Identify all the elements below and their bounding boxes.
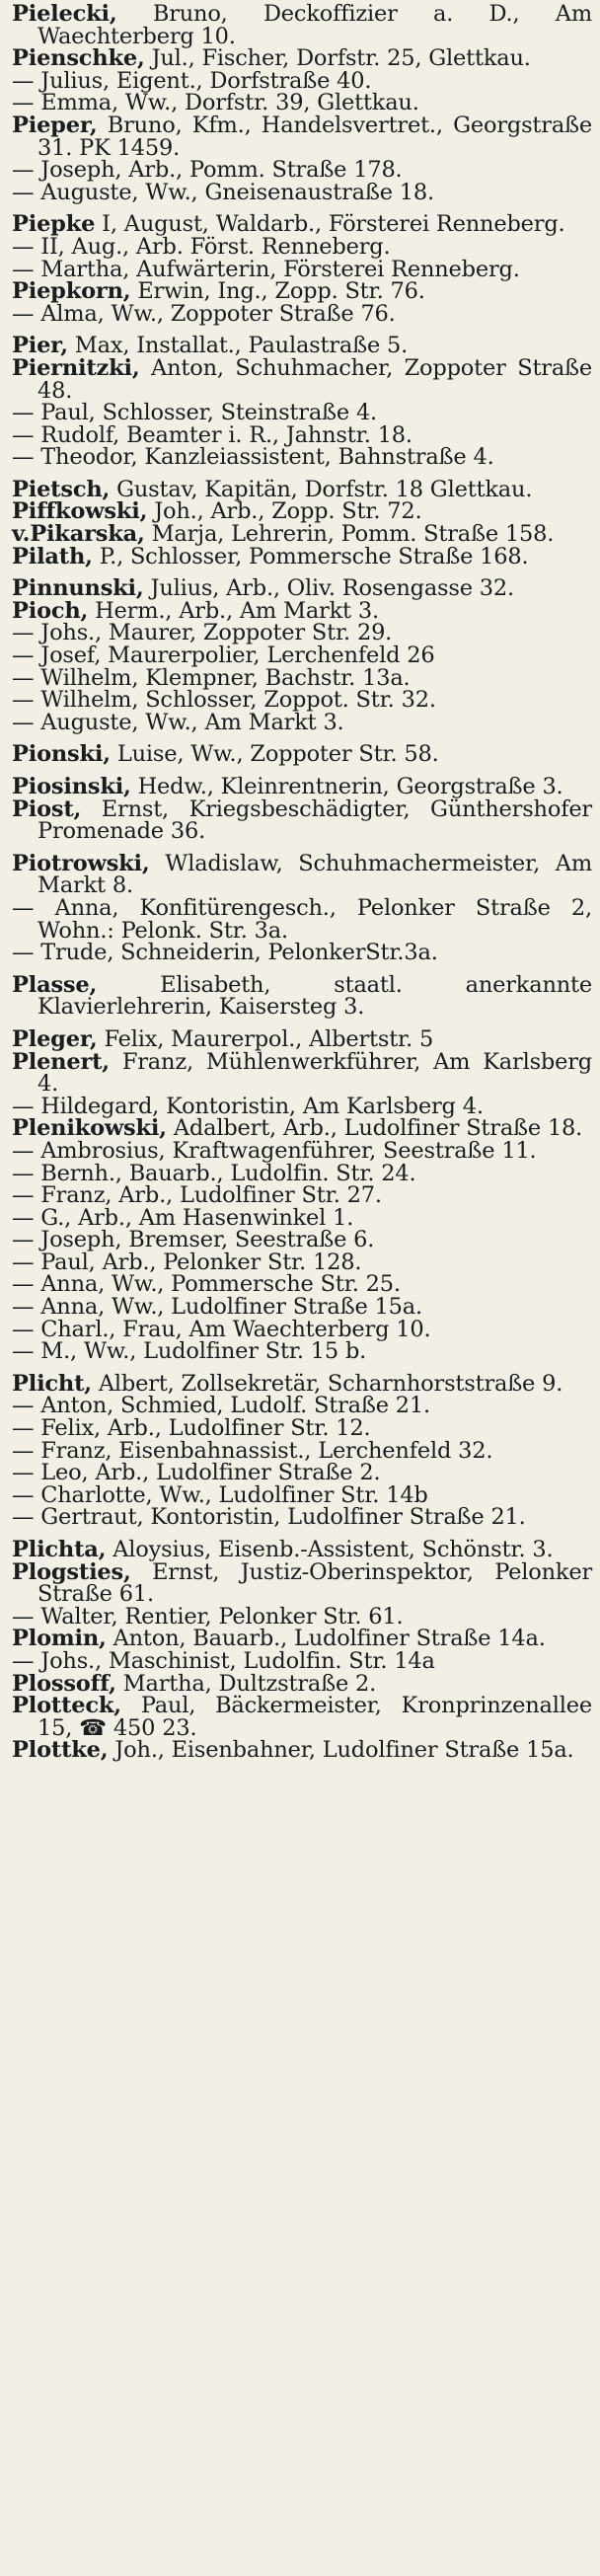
entry-details: Albert, Zollsekretär, Scharnhorststraße 9. <box>98 1370 563 1397</box>
entry-details: — Bernh., Bauarb., Ludolfin. Str. 24. <box>12 1160 416 1186</box>
entry-surname: Plenikowski, <box>12 1115 167 1142</box>
directory-entry <box>12 500 592 523</box>
directory-entry <box>12 776 592 798</box>
entry-surname: Plichta, <box>12 1537 107 1562</box>
directory-entry <box>12 421 592 448</box>
directory-entry <box>12 476 592 502</box>
directory-entry <box>12 256 592 282</box>
directory-entry <box>12 622 592 644</box>
entry-details: — Emma, Ww., Dorfstr. 39, Glettkau. <box>12 90 419 116</box>
entry-details: Joh., Eisenbahner, Ludolfiner Straße 15a. <box>114 1737 574 1764</box>
entry-surname: Plottke, <box>12 1737 109 1764</box>
entry-details: Herm., Arb., Am Markt 3. <box>95 597 379 624</box>
entry-details: Adalbert, Arb., Ludolfiner Straße 18. <box>173 1115 583 1142</box>
directory-entry <box>12 1395 592 1417</box>
directory-entry <box>12 354 592 404</box>
directory-entry <box>12 894 592 944</box>
directory-entry <box>12 1647 592 1674</box>
entry-details: Aloysius, Eisenb.-Assistent, Schönstr. 3. <box>112 1537 554 1562</box>
entry-surname: Plotteck, <box>12 1693 121 1719</box>
directory-entry <box>12 523 592 546</box>
entry-details: — G., Arb., Am Hasenwinkel 1. <box>12 1204 354 1231</box>
directory-entry <box>12 335 592 357</box>
directory-entry <box>12 47 592 70</box>
entry-details: — Wilhelm, Klempner, Bachstr. 13a. <box>12 664 411 691</box>
entry-surname: Plasse, <box>12 971 98 998</box>
directory-entry <box>12 1316 592 1342</box>
entry-surname: Pioch, <box>12 597 89 624</box>
directory-entry <box>12 709 592 735</box>
entry-details: Gustav, Kapitän, Dorfstr. 18 Glettkau. <box>116 476 533 502</box>
directory-entry <box>12 280 592 303</box>
directory-entry <box>12 233 592 260</box>
entry-details: — Anna, Ww., Pommersche Str. 25. <box>12 1271 401 1298</box>
entry-details: — Johs., Maschinist, Ludolfin. Str. 14a <box>12 1647 435 1674</box>
directory-entry <box>12 1117 592 1140</box>
directory-entry <box>12 1370 592 1397</box>
entry-details: — Martha, Aufwärterin, Försterei Renneberg. <box>12 256 520 282</box>
entry-details: Martha, Dultzstraße 2. <box>122 1670 377 1697</box>
entry-details: Felix, Maurerpol., Albertstr. 5 <box>104 1025 434 1052</box>
entry-details: — Rudolf, Beamter i. R., Jahnstr. 18. <box>12 421 412 448</box>
directory-entry <box>12 1417 592 1440</box>
entry-surname: Pinnunski, <box>12 575 144 602</box>
entry-details: — Auguste, Ww., Gneisenaustraße 18. <box>12 179 434 205</box>
entry-details: Franz, Mühlenwerkführer, Am Karlsberg 4. <box>38 1048 593 1098</box>
directory-entry <box>12 850 592 899</box>
directory-entry <box>12 1603 592 1629</box>
entry-details: — Franz, Eisenbahnassist., Lerchenfeld 32. <box>12 1437 493 1464</box>
entry-details: Bruno, Kfm., Handelsvertret., Georgstraße 31. PK 1459. <box>38 112 592 161</box>
entry-details: — Wilhelm, Schlosser, Zoppot. Str. 32. <box>12 687 436 714</box>
directory-entry <box>12 1437 592 1464</box>
entry-details: I, August, Waldarb., Försterei Renneberg. <box>102 211 565 238</box>
directory-entry <box>12 1296 592 1319</box>
entry-details: Ernst, Justiz-Oberinspektor, Pelonker Straße 61. <box>38 1558 593 1608</box>
entry-surname: Piosinski, <box>12 774 131 799</box>
entry-surname: Pietsch, <box>12 476 111 502</box>
entry-details: — Anton, Schmied, Ludolf. Straße 21. <box>12 1393 430 1419</box>
entry-surname: Piotrowski, <box>12 850 150 876</box>
directory-entry <box>12 213 592 236</box>
entry-details: — Anna, Ww., Ludolfiner Straße 15a. <box>12 1294 422 1321</box>
entry-surname: Piepkorn, <box>12 278 131 305</box>
entry-details: — Franz, Arb., Ludolfiner Str. 27. <box>12 1182 382 1209</box>
entry-details: — Alma, Ww., Zoppoter Straße 76. <box>12 300 396 327</box>
entry-details: Julius, Arb., Oliv. Rosengasse 32. <box>150 575 514 602</box>
directory-entry <box>12 1506 592 1529</box>
directory-entry <box>12 664 592 691</box>
entry-details: — Felix, Arb., Ludolfiner Str. 12. <box>12 1415 371 1442</box>
entry-details: Max, Installat., Paulastraße 5. <box>74 333 409 359</box>
entry-details: Wladislaw, Schuhmachermeister, Am Markt 8. <box>38 850 592 899</box>
directory-entry <box>12 942 592 964</box>
entry-details: — Auguste, Ww., Am Markt 3. <box>12 709 344 735</box>
entry-surname: Pielecki, <box>12 1 117 27</box>
directory-entry <box>12 798 592 843</box>
entry-surname: Piost, <box>12 796 82 822</box>
directory-entry <box>12 597 592 624</box>
entry-details: Luise, Ww., Zoppoter Str. 58. <box>116 741 439 768</box>
directory-entry <box>12 1137 592 1164</box>
directory-entry <box>12 1184 592 1207</box>
entry-surname: v.Pikarska, <box>12 521 145 548</box>
directory-entry <box>12 1539 592 1561</box>
directory-entry <box>12 92 592 114</box>
directory-entry <box>12 1251 592 1274</box>
directory-entry <box>12 1048 593 1098</box>
entry-details: Joh., Arb., Zopp. Str. 72. <box>154 498 422 525</box>
entry-details: Jul., Fischer, Dorfstr. 25, Glettkau. <box>151 45 531 72</box>
entry-surname: Piernitzki, <box>12 354 140 381</box>
entry-surname: Piffkowski, <box>12 498 148 525</box>
entry-details: — Paul, Schlosser, Steinstraße 4. <box>12 400 378 426</box>
directory-entry <box>12 1229 592 1251</box>
directory-entry <box>12 644 592 667</box>
directory-entry <box>12 3 592 47</box>
directory-entry <box>12 971 592 1021</box>
entry-details: — Anna, Konfitürengesch., Pelonker Straße 2, Wohn.: Pelonk. Str. 3a. <box>12 894 592 944</box>
directory-entry <box>12 1340 592 1363</box>
entry-details: — Ambrosius, Kraftwagenführer, Seestraße 11. <box>12 1137 537 1164</box>
directory-entry <box>12 577 592 600</box>
directory-entry <box>12 1093 592 1119</box>
entry-details: Elisabeth, staatl. anerkannte Klavierlehrerin, Kaisersteg 3. <box>38 971 592 1021</box>
entry-surname: Pienschke, <box>12 45 145 72</box>
directory-entry <box>12 1628 592 1650</box>
entry-details: — Julius, Eigent., Dorfstraße 40. <box>12 67 372 94</box>
entry-surname: Plicht, <box>12 1370 92 1397</box>
entry-details: Erwin, Ing., Zopp. Str. 76. <box>137 278 425 305</box>
directory-entry <box>12 114 592 159</box>
entry-details: — M., Ww., Ludolfiner Str. 15 b. <box>12 1338 367 1365</box>
entry-surname: Pionski, <box>12 741 111 768</box>
directory-entry <box>12 446 592 469</box>
entry-surname: Piepke <box>12 211 96 238</box>
entry-details: — Theodor, Kanzleiassistent, Bahnstraße 4. <box>12 444 494 471</box>
directory-entry <box>12 1160 592 1186</box>
directory-entry <box>12 743 592 766</box>
entry-surname: Plenert, <box>12 1048 110 1075</box>
directory-entry <box>12 1670 592 1697</box>
entry-details: — Leo, Arb., Ludolfiner Straße 2. <box>12 1460 381 1486</box>
directory-entry <box>12 689 592 712</box>
entry-details: P., Schlosser, Pommersche Straße 168. <box>99 543 529 569</box>
directory-entry <box>12 179 592 205</box>
entry-details: — Charl., Frau, Am Waechterberg 10. <box>12 1316 431 1342</box>
directory-entry <box>12 1025 592 1052</box>
entry-surname: Pieper, <box>12 112 98 138</box>
entry-details: — Joseph, Bremser, Seestraße 6. <box>12 1227 375 1253</box>
directory-entry <box>12 67 592 94</box>
directory-entry <box>12 1695 592 1739</box>
entry-surname: Pleger, <box>12 1025 98 1052</box>
directory-entry <box>12 1273 592 1296</box>
entry-details: — Trude, Schneiderin, PelonkerStr.3a. <box>12 940 438 966</box>
directory-entry <box>12 159 592 182</box>
entry-surname: Pier, <box>12 333 68 359</box>
entry-details: — Charlotte, Ww., Ludolfiner Str. 14b <box>12 1481 428 1508</box>
directory-entry <box>12 402 592 424</box>
entry-details: — Josef, Maurerpolier, Lerchenfeld 26 <box>12 643 435 669</box>
entry-surname: Plogsties, <box>12 1558 131 1585</box>
entry-surname: Plomin, <box>12 1626 107 1652</box>
entry-details: Marja, Lehrerin, Pomm. Straße 158. <box>151 521 555 548</box>
entry-details: — Paul, Arb., Pelonker Str. 128. <box>12 1249 362 1275</box>
directory-entry <box>12 300 592 327</box>
entry-details: Anton, Bauarb., Ludolfiner Straße 14a. <box>112 1626 546 1652</box>
directory-entry <box>12 1481 592 1508</box>
entry-details: Anton, Schuhmacher, Zoppoter Straße 48. <box>38 354 592 404</box>
entry-details: — Gertraut, Kontoristin, Ludolfiner Straße 21. <box>12 1504 526 1531</box>
entry-surname: Pilath, <box>12 543 93 569</box>
entry-details: — Walter, Rentier, Pelonker Str. 61. <box>12 1603 404 1629</box>
entry-surname: Plossoff, <box>12 1670 116 1697</box>
entry-details: Bruno, Deckoffizier a. D., Am Waechterberg 10. <box>38 1 592 49</box>
entry-details: — Hildegard, Kontoristin, Am Karlsberg 4. <box>12 1093 484 1119</box>
directory-entry <box>12 1558 593 1608</box>
entry-details: Hedw., Kleinrentnerin, Georgstraße 3. <box>137 774 563 799</box>
entry-details: Paul, Bäckermeister, Kronprinzenallee 15, ☎ 450 23. <box>38 1693 592 1741</box>
entry-details: — Johs., Maurer, Zoppoter Str. 29. <box>12 620 393 646</box>
directory-entry <box>12 1462 592 1484</box>
directory-entry <box>12 1204 592 1231</box>
directory-entry <box>12 1739 592 1762</box>
entry-details: — Joseph, Arb., Pomm. Straße 178. <box>12 157 403 184</box>
entry-details: — II, Aug., Arb. Först. Renneberg. <box>12 233 391 260</box>
directory-entry <box>12 543 592 569</box>
entry-details: Ernst, Kriegsbeschädigter, Günthershofer Promenade 36. <box>38 796 592 845</box>
